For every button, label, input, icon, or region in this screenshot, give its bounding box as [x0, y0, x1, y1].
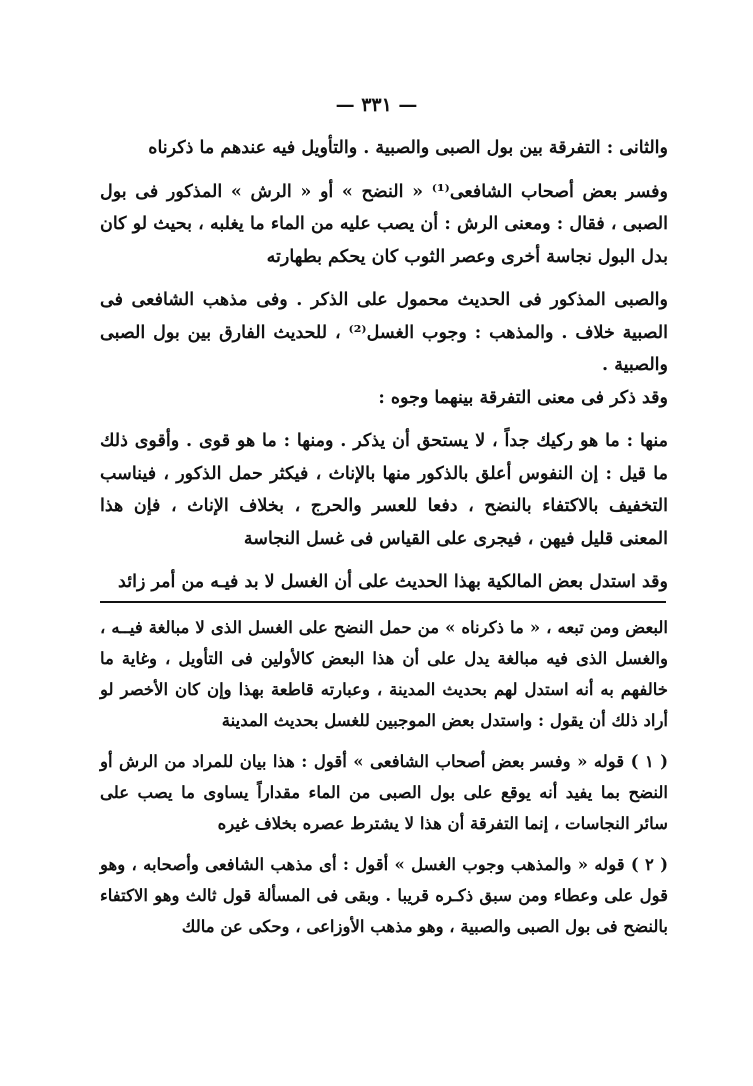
- page-number: — ٣٣١ —: [335, 94, 418, 116]
- footnotes: [100, 612, 668, 952]
- footnote-1-text: هذا بيان للمراد من الرش أو النضح بما يفيد أنه يوقع على بول الصبى من الماء مقداراً يساوى ما يصب على سائر النجاسات ، إنما التفرقة أن هذا لا يشترط عصره بخلاف غيره: [100, 752, 668, 833]
- paragraph: والصبى المذكور فى الحديث محمول على الذكر . وفى مذهب الشافعى فى الصبية خلاف . والمذهب : وجوب الغسل⁽²⁾ ، للحديث الفارق بين بول الصبى والصبية .: [100, 290, 668, 375]
- footnote-1: [100, 746, 668, 839]
- paragraph: وقد ذكر فى معنى التفرقة بينهما وجوه :: [378, 387, 668, 408]
- footnote-2: [100, 849, 668, 942]
- footnote-2-text: أى مذهب الشافعى وأصحابه ، وهو قول على وعطاء ومن سبق ذكـره قريبا . وبقى فى المسألة قول ثالث وهو الاكتفاء بالنضح فى بول الصبى والصبية ، وهو مذهب الأوزاعى ، وحكى عن مالك: [100, 855, 668, 936]
- footnote-divider: [100, 601, 666, 603]
- footnote-2-label: ( ٢ ) قوله « والمذهب وجوب الغسل » أقول :: [342, 855, 669, 874]
- paragraph: وقد استدل بعض المالكية بهذا الحديث على أن الغسل لا بد فيـه من أمر زائد: [118, 572, 668, 592]
- paragraph: والثانى : التفرقة بين بول الصبى والصبية . والتأويل فيه عندهم ما ذكرناه: [148, 138, 668, 158]
- paragraph: وفسر بعض أصحاب الشافعى⁽¹⁾ « النضح » أو « الرش » المذكور فى بول الصبى ، فقال : ومعنى الرش : أن يصب عليه من الماء ما يغلبه ، بحيث لو كان بدل البول نجاسة أخرى وعصر الثوب كان يحكم بطهارته: [100, 181, 668, 267]
- paragraph: منها : ما هو ركيك جداً ، لا يستحق أن يذكر . ومنها : ما هو قوى . وأقوى ذلك ما قيل : إن النفوس أعلق بالذكور منها بالإناث ، فيكثر حمل الذكور ، فيناسب التخفيف بالاكتفاء بالنضح ، دفعا للعسر والحرج ، بخلاف الإناث ، فإن هذا المعنى قليل فيهن ، فيجرى على القياس فى غسل النجاسة: [100, 431, 668, 549]
- footnote-1-label: ( ١ ) قوله « وفسر بعض أصحاب الشافعى » أقول :: [301, 752, 668, 771]
- footnote-continuation: البعض ومن تبعه ، « ما ذكرناه » من حمل النضح على الغسل الذى لا مبالغة فيــه ، والغسل الذى فيه مبالغة يدل على أن هذا البعض كالأولين فى التأويل ، وغاية ما خالفهم به أنه استدل لهم بحديث المدينة ، وعبارته قاطعة بهذا وإن كان الأخصر لو أراد ذلك أن يقول : واستدل بعض الموجبين للغسل بحديث المدينة: [100, 618, 668, 730]
- main-text: [100, 132, 668, 610]
